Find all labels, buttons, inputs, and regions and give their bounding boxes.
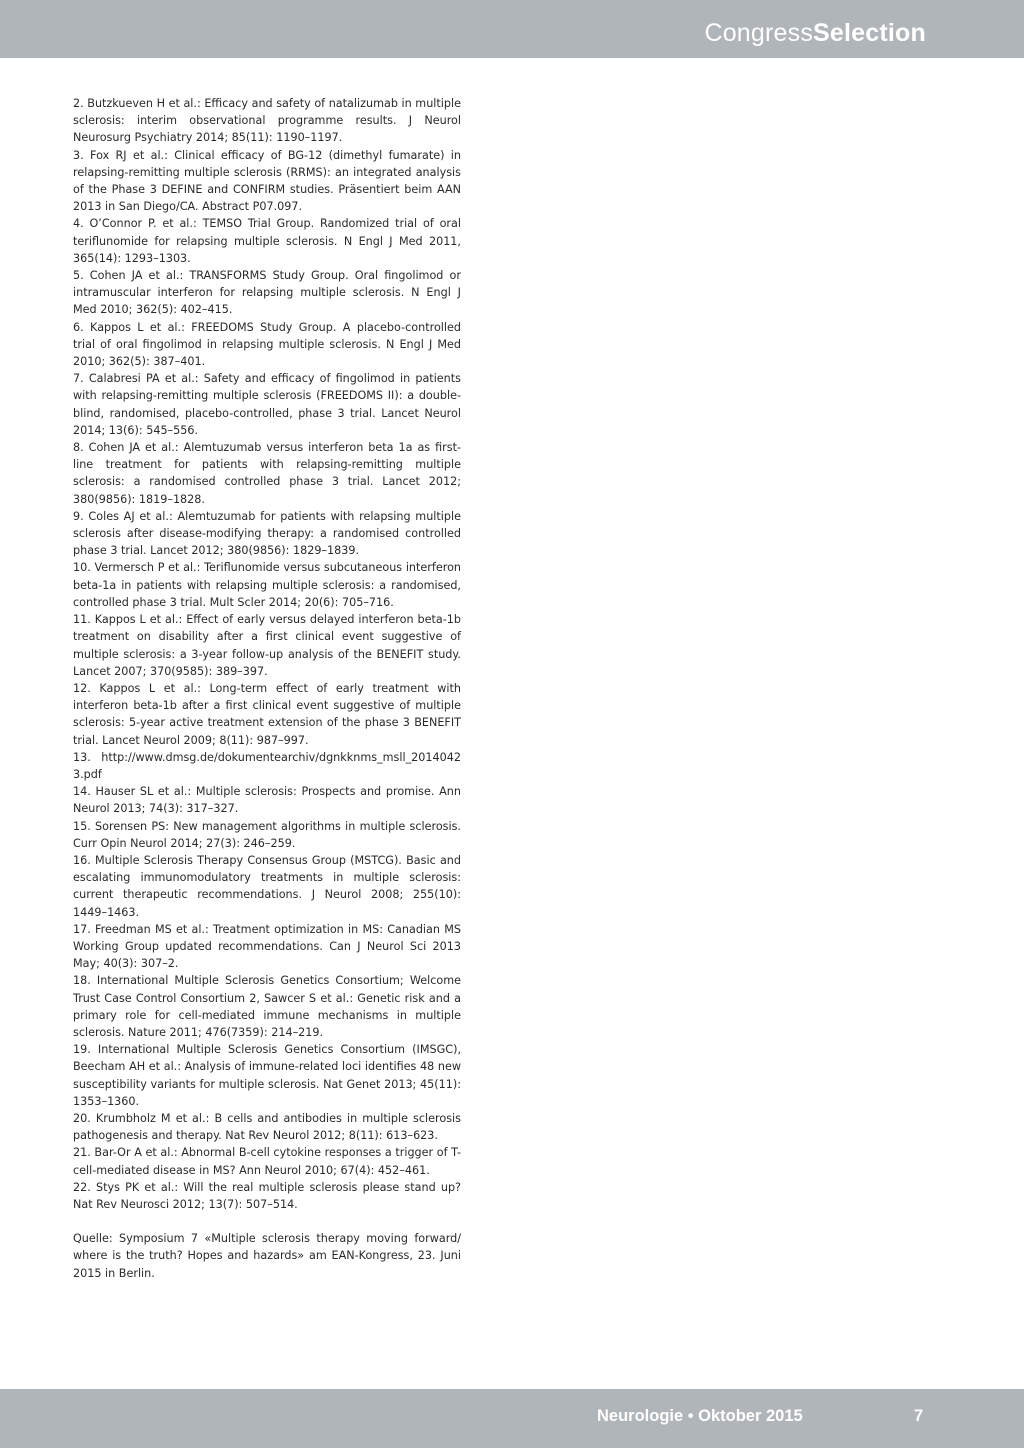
reference-item: 22. Stys PK et al.: Will the real multiple sclerosis please stand up? Nat Rev Neurosci 2012; 13(7): 507–514. [73,1180,461,1211]
reference-item: 15. Sorensen PS: New management algorithms in multiple sclerosis. Curr Opin Neurol 2014; 27(3): 246–259. [73,819,461,850]
reference-item: 17. Freedman MS et al.: Treatment optimization in MS: Canadian MS Working Group updated recommendations. Can J Neurol Sci 2013 May; 40(3): 307–2. [73,922,461,971]
reference-item: 3. Fox RJ et al.: Clinical efficacy of BG-12 (dimethyl fumarate) in relapsing-remitting multiple sclerosis (RRMS): an integrated analysis of the Phase 3 DEFINE and CONFIRM studies. Präsentiert beim AAN 2013 in San Diego/CA. Abstract P07.097. [73,148,461,214]
reference-item: 8. Cohen JA et al.: Alemtuzumab versus interferon beta 1a as first-line treatment for patients with relapsing-remitting multiple sclerosis: a randomised controlled phase 3 trial. Lancet 2012; 380(9856): 1819–1828. [73,441,461,506]
reference-item: 10. Vermersch P et al.: Teriflunomide versus subcutaneous interferon beta-1a in patients with relapsing multiple sclerosis: a randomised, controlled phase 3 trial. Mult Scler 2014; 20(6): 705–716. [73,561,461,609]
source-note: Quelle: Symposium 7 «Multiple sclerosis therapy moving forward/ where is the truth? Hopes and hazards» am EAN-Kongress, 23. Juni 2015 in Berlin. [73,1232,461,1280]
brand-logo [704,18,926,48]
reference-item: 11. Kappos L et al.: Effect of early versus delayed interferon beta-1b treatment on disability after a first clinical event suggestive of multiple sclerosis: a 3-year follow-up analysis of the BENEFIT study. Lancet 2007; 370(9585): 389–397. [73,613,461,678]
brand-bold: Selection [813,19,926,47]
page-number: 7 [914,1407,924,1425]
reference-item: 19. International Multiple Sclerosis Genetics Consortium (IMSGC), Beecham AH et al.: Analysis of immune-related loci identifies 48 new susceptibility variants for multiple sclerosis. Nat Genet 2013; 45(11): 1353–1360. [73,1043,461,1108]
reference-item: 9. Coles AJ et al.: Alemtuzumab for patients with relapsing multiple sclerosis after disease-modifying therapy: a randomised controlled phase 3 trial. Lancet 2012; 380(9856): 1829–1839. [73,509,461,558]
reference-item: 5. Cohen JA et al.: TRANSFORMS Study Group. Oral fingolimod or intramuscular interferon for relapsing multiple sclerosis. N Engl J Med 2010; 362(5): 402–415. [73,269,461,317]
reference-item-url[interactable]: 13. http://www.dmsg.de/dokumentearchiv/dgnkknms_msll_20140423.pdf [73,750,461,781]
references-column [73,95,461,1282]
brand-thin: Congress [704,19,814,47]
journal-issue: Neurologie • Oktober 2015 [597,1407,803,1425]
reference-item: 12. Kappos L et al.: Long-term effect of early treatment with interferon beta-1b after a first clinical event suggestive of multiple sclerosis: 5-year active treatment extension of the phase 3 BENEFIT trial. Lancet Neurol 2009; 8(11): 987–997. [73,681,461,747]
reference-item: 14. Hauser SL et al.: Multiple sclerosis: Prospects and promise. Ann Neurol 2013; 74(3): 317–327. [73,785,461,816]
reference-item: 21. Bar-Or A et al.: Abnormal B-cell cytokine responses a trigger of T-cell-mediated disease in MS? Ann Neurol 2010; 67(4): 452–461. [73,1146,461,1177]
reference-item: 7. Calabresi PA et al.: Safety and efficacy of fingolimod in patients with relapsing-remitting multiple sclerosis (FREEDOMS II): a double-blind, randomised, placebo-controlled, phase 3 trial. Lancet Neurol 2014; 13(6): 545–556. [73,372,461,437]
reference-item: 16. Multiple Sclerosis Therapy Consensus Group (MSTCG). Basic and escalating immunomodulatory treatments in multiple sclerosis: current therapeutic recommendations. J Neurol 2008; 255(10): 1449–1463. [73,853,461,919]
reference-item: 6. Kappos L et al.: FREEDOMS Study Group. A placebo-controlled trial of oral fingolimod in relapsing multiple sclerosis. N Engl J Med 2010; 362(5): 387–401. [73,320,461,369]
reference-item: 4. O’Connor P. et al.: TEMSO Trial Group. Randomized trial of oral teriflunomide for relapsing multiple sclerosis. N Engl J Med 2011, 365(14): 1293–1303. [73,217,461,265]
header-bar [0,0,1024,58]
reference-item: 18. International Multiple Sclerosis Genetics Consortium; Welcome Trust Case Control Consortium 2, Sawcer S et al.: Genetic risk and a primary role for cell-mediated immune mechanisms in multiple sclerosis. Nature 2011; 476(7359): 214–219. [73,974,461,1039]
reference-item: 20. Krumbholz M et al.: B cells and antibodies in multiple sclerosis pathogenesis and therapy. Nat Rev Neurol 2012; 8(11): 613–623. [73,1111,461,1143]
reference-item: 2. Butzkueven H et al.: Efficacy and safety of natalizumab in multiple sclerosis: interim observational programme results. J Neurol Neurosurg Psychiatry 2014; 85(11): 1190–1197. [73,97,461,145]
footer-bar [0,1389,1024,1448]
